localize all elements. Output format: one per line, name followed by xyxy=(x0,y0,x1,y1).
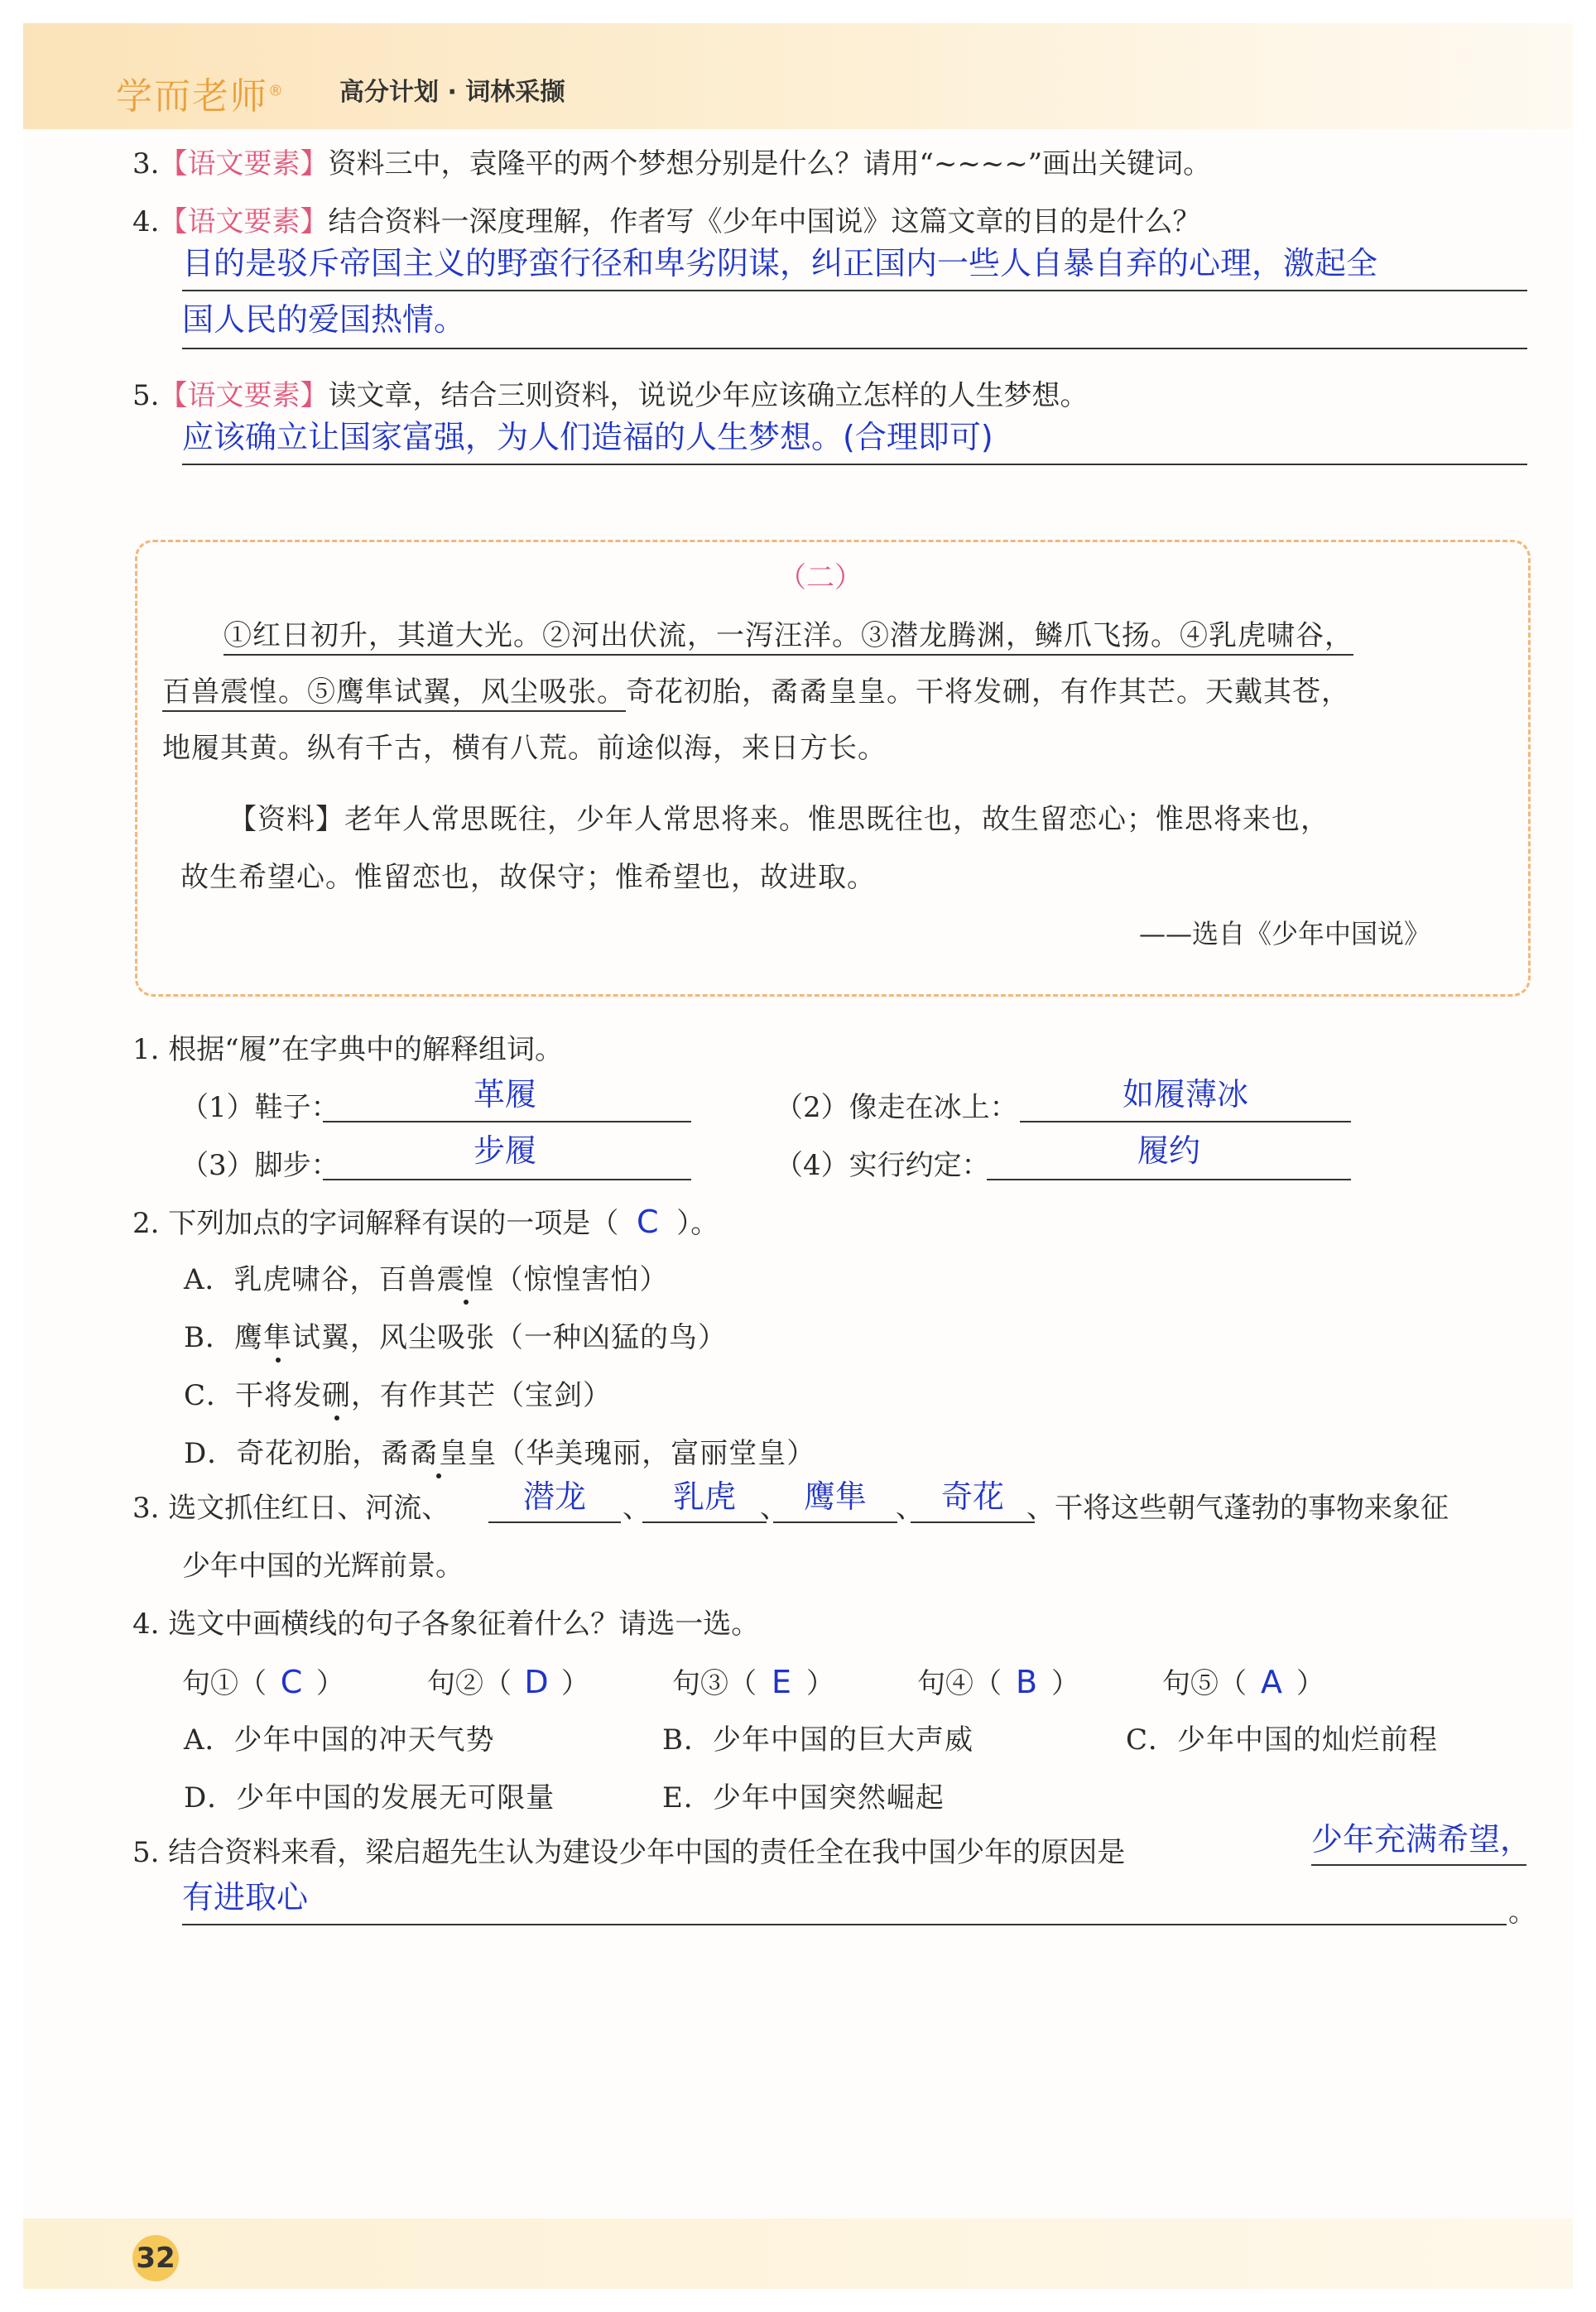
q4-pick-5: 句⑤（ A ） xyxy=(1162,1664,1324,1700)
question-5: 5.【语文要素】读文章，结合三则资料，说说少年应该确立怎样的人生梦想。 xyxy=(132,379,1089,412)
answer-line xyxy=(1020,1121,1351,1122)
q1-item-2-label: （2）像走在冰上： xyxy=(775,1091,1018,1124)
passage-heading: （二） xyxy=(778,561,863,594)
q2-option-c: C．干将发硎，有作其芒（宝剑） xyxy=(184,1379,613,1412)
question-3: 3.【语文要素】资料三中，袁隆平的两个梦想分别是什么？请用“~~~~”画出关键词。 xyxy=(132,147,1212,180)
answer-q5-line1: 少年充满希望， xyxy=(1311,1821,1532,1858)
q3-blank-3: 鹰隼 xyxy=(803,1478,867,1515)
p2-question-3-tail: 、干将这些朝气蓬勃的事物来象征 xyxy=(1026,1492,1449,1525)
p2-question-1: 1. 根据“履”在字典中的解释组词。 xyxy=(132,1033,564,1066)
q1-item-1-answer: 革履 xyxy=(473,1076,536,1113)
question-4: 4.【语文要素】结合资料一深度理解，作者写《少年中国说》这篇文章的目的是什么？ xyxy=(132,205,1201,238)
p2-question-3-lead: 3. 选文抓住红日、河流、 xyxy=(132,1492,450,1525)
footer-band xyxy=(23,2218,1573,2289)
brand-logo: 学而老师® xyxy=(116,75,285,118)
q3-sep: 、 xyxy=(623,1492,651,1525)
q4-choice-b: B．少年中国的巨大声威 xyxy=(662,1723,973,1757)
q2-option-b: B．鹰隼试翼，风尘吸张（一种凶猛的鸟） xyxy=(184,1321,727,1354)
p2-question-3-line2: 少年中国的光辉前景。 xyxy=(182,1550,464,1583)
sentence-end: 。 xyxy=(1508,1896,1536,1929)
q4-choice-c: C．少年中国的灿烂前程 xyxy=(1126,1723,1439,1757)
answer-q4-line2: 国人民的爱国热情。 xyxy=(182,301,466,338)
answer-line xyxy=(323,1179,691,1180)
answer-line xyxy=(987,1179,1351,1180)
q3-blank-4: 奇花 xyxy=(940,1478,1004,1515)
q2-option-d: D．奇花初胎，矞矞皇皇（华美瑰丽，富丽堂皇） xyxy=(184,1437,816,1470)
q4-pick-1: 句①（ C ） xyxy=(182,1664,344,1700)
q3-blank-2: 乳虎 xyxy=(672,1478,736,1515)
answer-q4-line1: 目的是驳斥帝国主义的野蛮行径和卑劣阴谋，纠正国内一些人自暴自弃的心理，激起全 xyxy=(182,245,1378,281)
passage-source: ——选自《少年中国说》 xyxy=(1139,918,1431,949)
passage-line-2: 百兽震惶。⑤鹰隼试翼，风尘吸张。奇花初胎，矞矞皇皇。干将发硎，有作其芒。天戴其苍， xyxy=(162,675,1350,709)
passage-line-3: 地履其黄。纵有千古，横有八荒。前途似海，来日方长。 xyxy=(162,732,887,765)
q3-blank-1: 潜龙 xyxy=(522,1478,586,1515)
q4-pick-4: 句④（ B ） xyxy=(917,1664,1079,1700)
answer-line xyxy=(773,1521,897,1523)
q3-sep: 、 xyxy=(896,1492,924,1525)
header-subtitle: 高分计划 · 词林采撷 xyxy=(339,78,565,107)
answer-line xyxy=(488,1521,621,1523)
q4-choice-e: E．少年中国突然崛起 xyxy=(662,1781,945,1815)
answer-line xyxy=(642,1521,767,1523)
q4-pick-3: 句③（ E ） xyxy=(672,1664,834,1700)
answer-line xyxy=(182,1924,1507,1925)
p2-question-2: 2. 下列加点的字词解释有误的一项是（ C ）。 xyxy=(132,1204,719,1240)
answer-line xyxy=(1311,1864,1526,1866)
answer-line xyxy=(323,1121,691,1122)
passage-line-1: ①红日初升，其道大光。②河出伏流，一泻汪洋。③潜龙腾渊，鳞爪飞扬。④乳虎啸谷， xyxy=(224,619,1353,652)
answer-line xyxy=(182,290,1527,291)
answer-line xyxy=(182,464,1527,465)
page-number: 32 xyxy=(132,2235,179,2281)
q1-item-2-answer: 如履薄冰 xyxy=(1122,1076,1248,1113)
answer-line xyxy=(182,348,1527,349)
q2-option-a: A．乳虎啸谷，百兽震惶（惊惶害怕） xyxy=(184,1263,669,1296)
answer-line xyxy=(911,1521,1035,1523)
answer-q5-line2: 有进取心 xyxy=(182,1879,309,1915)
q4-choice-a: A．少年中国的冲天气势 xyxy=(184,1723,495,1757)
q1-item-3-answer: 步履 xyxy=(473,1132,536,1169)
q1-item-4-label: （4）实行约定： xyxy=(775,1149,990,1182)
q4-pick-2: 句②（ D ） xyxy=(427,1664,589,1700)
p2-question-4: 4. 选文中画横线的句子各象征着什么？请选一选。 xyxy=(132,1608,760,1641)
material-line-1: 【资料】老年人常思既往，少年人常思将来。惟思既往也，故生留恋心；惟思将来也， xyxy=(228,803,1329,836)
q1-item-1-label: （1）鞋子： xyxy=(180,1091,339,1124)
q1-item-3-label: （3）脚步： xyxy=(180,1149,339,1182)
q1-item-4-answer: 履约 xyxy=(1137,1132,1200,1169)
q4-choice-d: D．少年中国的发展无可限量 xyxy=(184,1781,555,1815)
q3-sep: 、 xyxy=(760,1492,788,1525)
answer-q5: 应该确立让国家富强，为人们造福的人生梦想。(合理即可) xyxy=(182,419,993,455)
p2-question-5: 5. 结合资料来看，梁启超先生认为建设少年中国的责任全在我中国少年的原因是 xyxy=(132,1836,1126,1869)
material-line-2: 故生希望心。惟留恋也，故保守；惟希望也，故进取。 xyxy=(180,861,876,894)
